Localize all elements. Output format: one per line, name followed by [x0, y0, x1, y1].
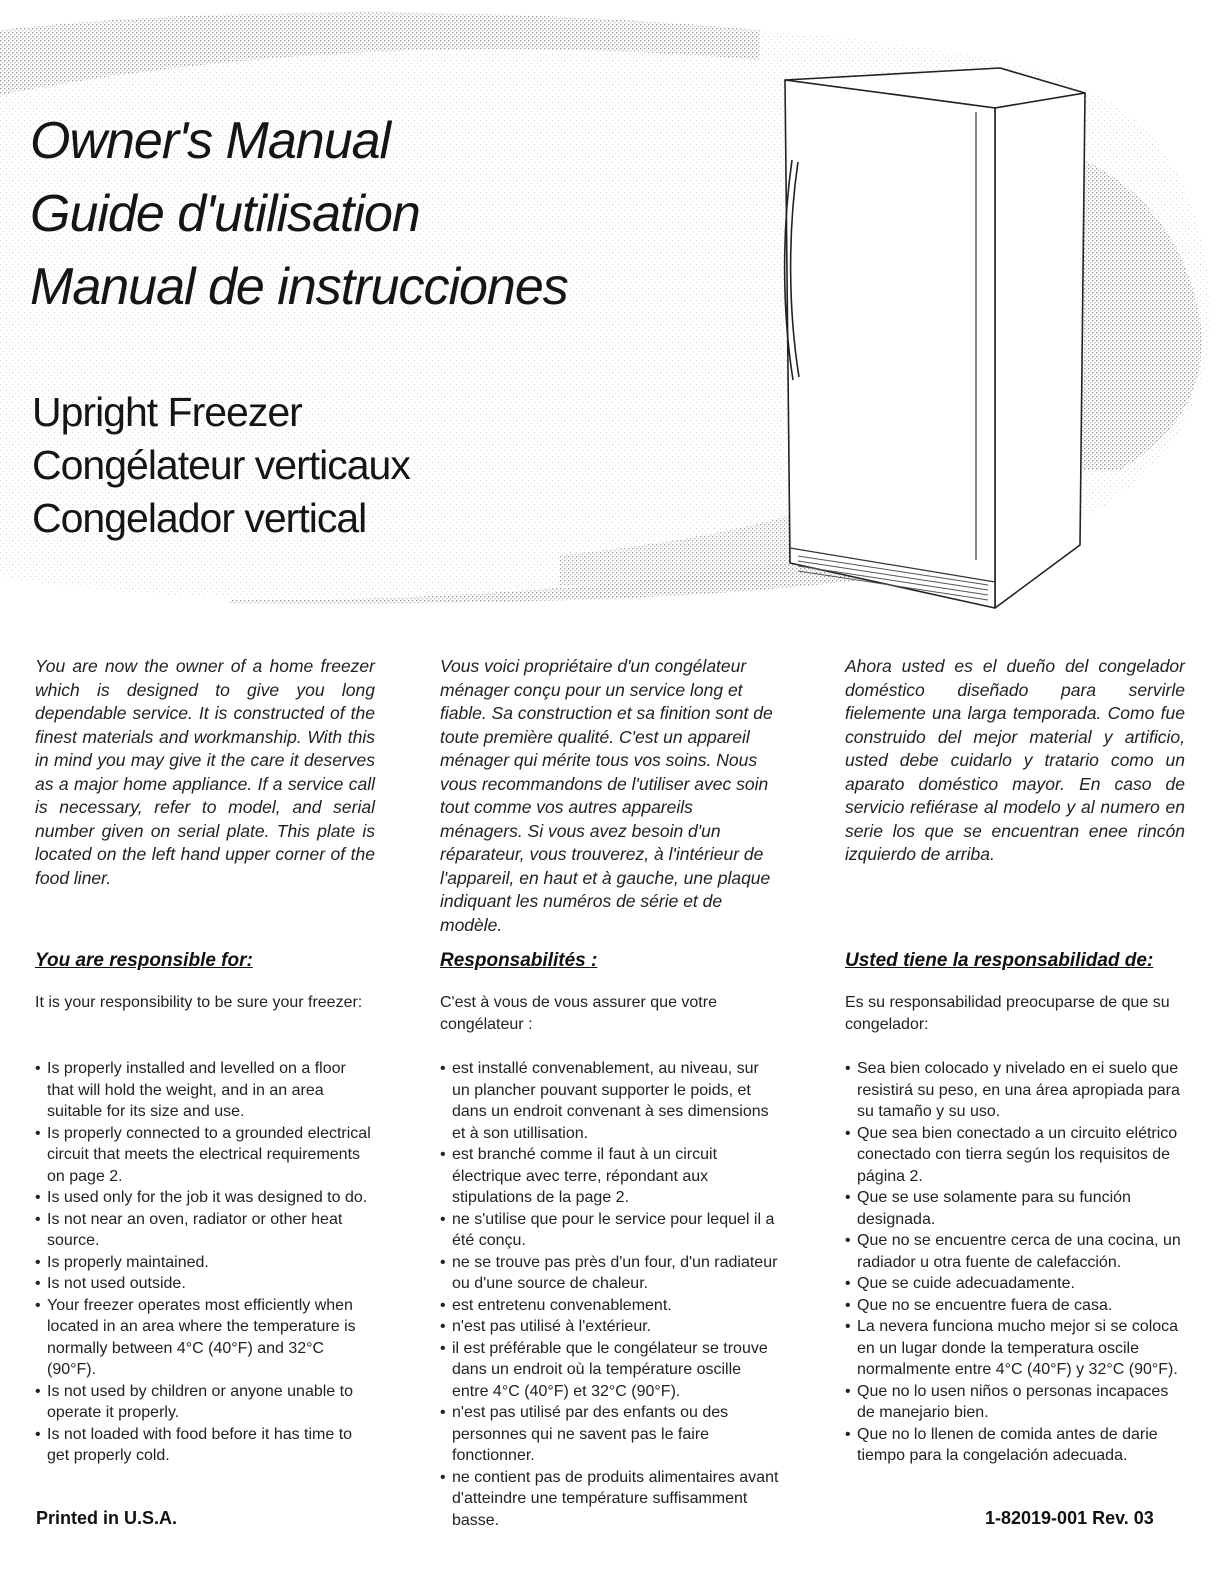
list-item: • est entretenu convenablement. — [440, 1295, 780, 1317]
list-item: • Que no se encuentre fuera de casa. — [845, 1295, 1185, 1317]
list-item: • Is not near an oven, radiator or other heat source. — [35, 1209, 375, 1252]
list-item: • Is properly installed and levelled on a floor that will hold the weight, and in an area suitable for its size and use. — [35, 1058, 375, 1123]
list-item: • Que se use solamente para su función designada. — [845, 1187, 1185, 1230]
heading-spanish: Usted tiene la responsabilidad de: — [845, 950, 1154, 971]
intro-spanish: Ahora usted es el dueño del congelador doméstico diseñado para servirle fielemente una larga temporada. Como fue construido del mejor material y artificio, usted debe cuidarlo y tratario como un aparato doméstico mayor. En caso de servicio refiérase al modelo y al numero en serie los que se encuentran enee rincón izquierdo de arriba. — [845, 656, 1185, 864]
intro-english: You are now the owner of a home freezer which is designed to give you long dependable service. It is constructed of the finest materials and workmanship. With this in mind you may give it the care it deserves as a major home appliance. If a service call is necessary, refer to model, and serial number given on serial plate. This plate is located on the left hand upper corner of the food liner. — [35, 656, 375, 888]
printed-in: Printed in U.S.A. — [36, 1508, 178, 1528]
list-item: • n'est pas utilisé par des enfants ou des personnes qui ne savent pas le faire fonctionner. — [440, 1402, 780, 1467]
list-item: • Is not loaded with food before it has time to get properly cold. — [35, 1424, 375, 1467]
list-item: • Que no lo llenen de comida antes de darie tiempo para la congelación adecuada. — [845, 1424, 1185, 1467]
list-item: • Your freezer operates most efficiently when located in an area where the temperature is normally between 4°C (40°F) and 32°C (90°F). — [35, 1295, 375, 1381]
list-item: • Is properly maintained. — [35, 1252, 375, 1274]
title-french: Guide d'utilisation — [30, 185, 420, 243]
list-item: • Que se cuide adecuadamente. — [845, 1273, 1185, 1295]
bullets-english — [35, 1058, 375, 1467]
list-item: • est branché comme il faut à un circuit électrique avec terre, répondant aux stipulations de la page 2. — [440, 1144, 780, 1209]
list-item: • Que no lo usen niños o personas incapaces de manejario bien. — [845, 1381, 1185, 1424]
product-english: Upright Freezer — [32, 389, 302, 435]
list-item: • La nevera funciona mucho mejor si se coloca en un lugar donde la temperatura oscile normalmente entre 4°C (40°F) y 32°C (90°F). — [845, 1316, 1185, 1381]
list-item: • ne contient pas de produits alimentaires avant d'atteindre une température suffisamment basse. — [440, 1467, 780, 1532]
list-item: • ne se trouve pas près d'un four, d'un radiateur ou d'une source de chaleur. — [440, 1252, 780, 1295]
intro-french: Vous voici propriétaire d'un congélateur ménager conçu pour un service long et fiable. Sa construction et sa finition sont de toute première qualité. C'est un appareil ménager qui mérite tous vos soins. Nous vous recommandons de l'utiliser avec soin tout comme vos autres appareils ménagers. Si vous avez besoin d'un réparateur, vous trouverez, à l'intérieur de l'appareil, en haut et à gauche, une plaque indiquant les numéros de série et de modèle. — [440, 656, 773, 935]
list-item: • est installé convenablement, au niveau, sur un plancher pouvant supporter le poids, et dans un endroit convenant à ses dimensions et à son utillisation. — [440, 1058, 780, 1144]
list-item: • n'est pas utilisé à l'extérieur. — [440, 1316, 780, 1338]
part-number: 1-82019-001 Rev. 03 — [985, 1508, 1154, 1528]
list-item: • Is not used outside. — [35, 1273, 375, 1295]
manual-titles — [30, 105, 568, 324]
list-item: • Is used only for the job it was designed to do. — [35, 1187, 375, 1209]
resp-intro-english: It is your responsibility to be sure your freezer: — [35, 994, 363, 1011]
product-names — [32, 386, 410, 545]
heading-english: You are responsible for: — [35, 950, 253, 971]
list-item: • Que no se encuentre cerca de una cocina, un radiador u otra fuente de calefacción. — [845, 1230, 1185, 1273]
list-item: • Is not used by children or anyone unable to operate it properly. — [35, 1381, 375, 1424]
cover-banner — [0, 0, 1225, 615]
product-french: Congélateur verticaux — [32, 442, 410, 488]
heading-french: Responsabilités : — [440, 950, 598, 971]
title-spanish: Manual de instrucciones — [30, 258, 568, 316]
bullets-french — [440, 1058, 780, 1531]
list-item: • Sea bien colocado y nivelado en ei suelo que resistirá su peso, en una área apropiada para su tamaño y su uso. — [845, 1058, 1185, 1123]
list-item: • il est préférable que le congélateur se trouve dans un endroit où la température oscille entre 4°C (40°F) et 32°C (90°F). — [440, 1338, 780, 1403]
resp-intro-spanish: Es su responsabilidad preocuparse de que su congelador: — [845, 994, 1170, 1033]
product-spanish: Congelador vertical — [32, 495, 367, 541]
title-english: Owner's Manual — [30, 112, 391, 170]
resp-intro-french: C'est à vous de vous assurer que votre congélateur : — [440, 994, 717, 1033]
list-item: • ne s'utilise que pour le service pour lequel il a été conçu. — [440, 1209, 780, 1252]
list-item: • Is properly connected to a grounded electrical circuit that meets the electrical requirements on page 2. — [35, 1123, 375, 1188]
list-item: • Que sea bien conectado a un circuito elétrico conectado con tierra según los requisitos de página 2. — [845, 1123, 1185, 1188]
bullets-spanish — [845, 1058, 1185, 1467]
